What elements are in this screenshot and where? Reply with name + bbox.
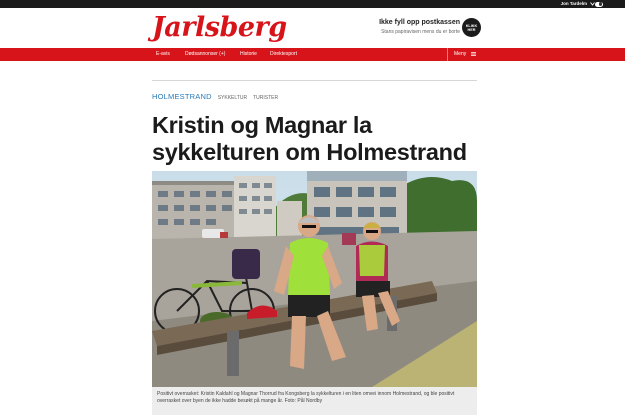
user-menu[interactable] xyxy=(561,0,595,8)
tag-sykkeltur[interactable]: SYKKELTUR xyxy=(217,95,248,101)
nav-item-historie[interactable]: Historie xyxy=(240,51,257,57)
top-bar xyxy=(0,0,625,8)
main-nav xyxy=(0,48,625,61)
promo-box[interactable] xyxy=(370,19,460,35)
section-tag[interactable]: HOLMESTRAND xyxy=(152,92,212,101)
badge-line-1: KLIKK xyxy=(465,23,478,28)
menu-button[interactable] xyxy=(447,48,479,61)
nav-item-dodsannonser[interactable]: Dødsannonser (+) xyxy=(185,51,226,57)
theme-toggle[interactable] xyxy=(595,2,603,7)
nav-item-direktesport[interactable]: Direktesport xyxy=(270,51,297,57)
click-here-badge[interactable] xyxy=(462,18,481,37)
masthead xyxy=(0,8,625,48)
site-logo[interactable]: Jarlsberg xyxy=(152,12,287,43)
divider xyxy=(152,80,477,81)
promo-headline: Ikke fyll opp postkassen xyxy=(379,19,460,26)
nav-item-e-avis[interactable]: E-avis xyxy=(156,51,170,57)
title-line-1: Kristin og Magnar la xyxy=(152,112,372,138)
badge-line-2: HER xyxy=(467,27,476,32)
menu-label: Meny xyxy=(454,51,467,57)
user-name: Jon Tardelm xyxy=(560,1,587,6)
article-tags xyxy=(152,92,278,102)
article-photo[interactable] xyxy=(152,171,477,387)
tag-turister[interactable]: TURISTER xyxy=(253,95,279,101)
article-title xyxy=(152,112,482,166)
title-line-2: sykkelturen om Holmestrand xyxy=(152,139,467,165)
promo-subtext: Stans papiravisen mens du er borte xyxy=(381,29,460,35)
hamburger-icon xyxy=(471,52,476,56)
photo-caption: Positivt overrasket: Kristin Kaldahl og Magnar Thorrud fra Kongsberg la sykkelturen i en liten omvei innom Holmestrand, og ble positivt overrasket over byen de ikke hadde besøkt på mange år. Foto: Pål Nordby xyxy=(152,387,477,415)
